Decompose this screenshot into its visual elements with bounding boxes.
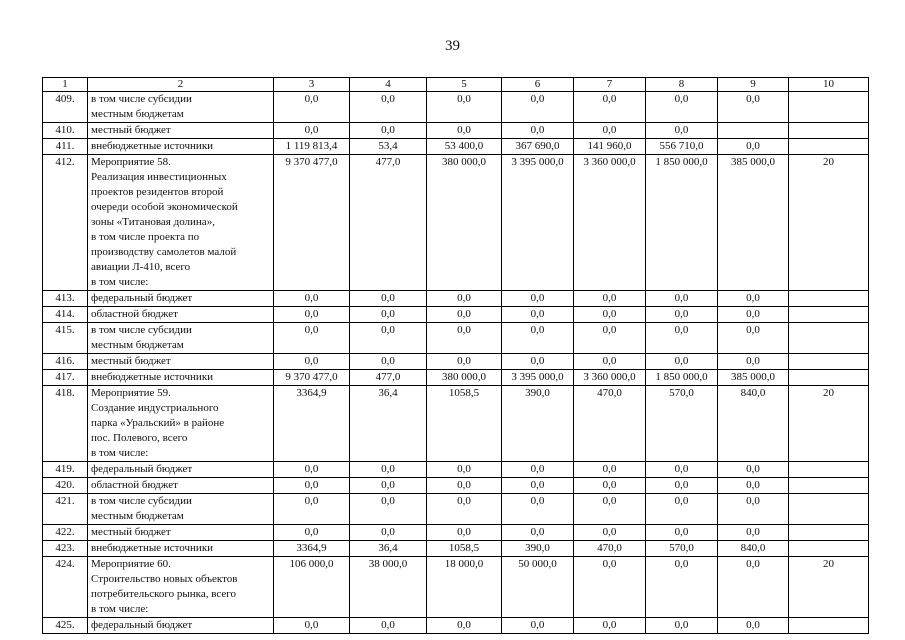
value-cell-v3: 106 000,0 bbox=[274, 557, 350, 618]
value-cell-v7: 470,0 bbox=[574, 386, 646, 462]
table-row bbox=[43, 494, 869, 525]
value-cell-v7: 0,0 bbox=[574, 92, 646, 123]
value-cell-v9 bbox=[718, 123, 789, 139]
value-cell-v8: 0,0 bbox=[646, 462, 718, 478]
row-description: в том числе субсидии местным бюджетам bbox=[88, 323, 274, 354]
value-cell-v4: 0,0 bbox=[350, 525, 427, 541]
row-description: федеральный бюджет bbox=[88, 462, 274, 478]
table-row bbox=[43, 323, 869, 354]
value-cell-v10: 20 bbox=[789, 155, 869, 291]
value-cell-v5: 18 000,0 bbox=[427, 557, 502, 618]
row-number: 412. bbox=[43, 155, 88, 291]
row-description: областной бюджет bbox=[88, 478, 274, 494]
row-description: внебюджетные источники bbox=[88, 370, 274, 386]
row-number: 418. bbox=[43, 386, 88, 462]
value-cell-v4: 38 000,0 bbox=[350, 557, 427, 618]
value-cell-v6: 50 000,0 bbox=[502, 557, 574, 618]
value-cell-v6: 3 395 000,0 bbox=[502, 370, 574, 386]
value-cell-v8: 0,0 bbox=[646, 525, 718, 541]
value-cell-v6: 0,0 bbox=[502, 354, 574, 370]
value-cell-v6: 0,0 bbox=[502, 462, 574, 478]
row-description: местный бюджет bbox=[88, 354, 274, 370]
column-header: 5 bbox=[427, 78, 502, 92]
value-cell-v9: 0,0 bbox=[718, 462, 789, 478]
value-cell-v4: 0,0 bbox=[350, 92, 427, 123]
value-cell-v5: 0,0 bbox=[427, 618, 502, 634]
value-cell-v8: 570,0 bbox=[646, 386, 718, 462]
value-cell-v4: 53,4 bbox=[350, 139, 427, 155]
value-cell-v3: 0,0 bbox=[274, 494, 350, 525]
value-cell-v10 bbox=[789, 123, 869, 139]
value-cell-v3: 9 370 477,0 bbox=[274, 370, 350, 386]
value-cell-v10 bbox=[789, 323, 869, 354]
value-cell-v7: 0,0 bbox=[574, 291, 646, 307]
value-cell-v4: 0,0 bbox=[350, 307, 427, 323]
value-cell-v7: 0,0 bbox=[574, 618, 646, 634]
value-cell-v8: 0,0 bbox=[646, 354, 718, 370]
value-cell-v8: 0,0 bbox=[646, 478, 718, 494]
value-cell-v8: 0,0 bbox=[646, 618, 718, 634]
value-cell-v5: 380 000,0 bbox=[427, 155, 502, 291]
value-cell-v7: 0,0 bbox=[574, 494, 646, 525]
value-cell-v7: 3 360 000,0 bbox=[574, 155, 646, 291]
row-description: внебюджетные источники bbox=[88, 541, 274, 557]
value-cell-v3: 1 119 813,4 bbox=[274, 139, 350, 155]
value-cell-v6: 0,0 bbox=[502, 92, 574, 123]
page-number: 39 bbox=[445, 38, 460, 54]
value-cell-v5: 0,0 bbox=[427, 478, 502, 494]
table-row bbox=[43, 123, 869, 139]
value-cell-v4: 0,0 bbox=[350, 462, 427, 478]
value-cell-v3: 0,0 bbox=[274, 307, 350, 323]
value-cell-v10 bbox=[789, 92, 869, 123]
value-cell-v9: 0,0 bbox=[718, 291, 789, 307]
value-cell-v9: 0,0 bbox=[718, 92, 789, 123]
row-number: 420. bbox=[43, 478, 88, 494]
table-row bbox=[43, 541, 869, 557]
row-description: внебюджетные источники bbox=[88, 139, 274, 155]
value-cell-v4: 0,0 bbox=[350, 291, 427, 307]
value-cell-v5: 1058,5 bbox=[427, 541, 502, 557]
column-header: 8 bbox=[646, 78, 718, 92]
row-number: 414. bbox=[43, 307, 88, 323]
table-row bbox=[43, 478, 869, 494]
value-cell-v6: 0,0 bbox=[502, 291, 574, 307]
value-cell-v10: 20 bbox=[789, 386, 869, 462]
value-cell-v9: 0,0 bbox=[718, 494, 789, 525]
row-number: 409. bbox=[43, 92, 88, 123]
row-description: местный бюджет bbox=[88, 525, 274, 541]
table-row bbox=[43, 618, 869, 634]
value-cell-v8: 556 710,0 bbox=[646, 139, 718, 155]
value-cell-v9: 840,0 bbox=[718, 541, 789, 557]
value-cell-v6: 367 690,0 bbox=[502, 139, 574, 155]
row-description: Мероприятие 58. Реализация инвестиционных проектов резидентов второй очереди особой экономической зоны «Титановая долина», в том числе проекта по производству самолетов малой авиации Л-410, всего в том числе: bbox=[88, 155, 274, 291]
value-cell-v7: 470,0 bbox=[574, 541, 646, 557]
row-number: 419. bbox=[43, 462, 88, 478]
value-cell-v3: 9 370 477,0 bbox=[274, 155, 350, 291]
value-cell-v5: 0,0 bbox=[427, 92, 502, 123]
value-cell-v8: 0,0 bbox=[646, 307, 718, 323]
table-row bbox=[43, 307, 869, 323]
value-cell-v9: 0,0 bbox=[718, 307, 789, 323]
table-row bbox=[43, 155, 869, 291]
value-cell-v4: 477,0 bbox=[350, 155, 427, 291]
value-cell-v10 bbox=[789, 370, 869, 386]
value-cell-v8: 0,0 bbox=[646, 323, 718, 354]
table-row bbox=[43, 462, 869, 478]
row-description: федеральный бюджет bbox=[88, 291, 274, 307]
value-cell-v6: 0,0 bbox=[502, 123, 574, 139]
value-cell-v7: 3 360 000,0 bbox=[574, 370, 646, 386]
value-cell-v3: 0,0 bbox=[274, 92, 350, 123]
row-number: 423. bbox=[43, 541, 88, 557]
row-description: местный бюджет bbox=[88, 123, 274, 139]
value-cell-v4: 0,0 bbox=[350, 478, 427, 494]
value-cell-v5: 0,0 bbox=[427, 323, 502, 354]
table-row bbox=[43, 525, 869, 541]
value-cell-v9: 0,0 bbox=[718, 478, 789, 494]
row-number: 421. bbox=[43, 494, 88, 525]
row-number: 425. bbox=[43, 618, 88, 634]
value-cell-v5: 0,0 bbox=[427, 462, 502, 478]
value-cell-v3: 3364,9 bbox=[274, 386, 350, 462]
value-cell-v3: 0,0 bbox=[274, 354, 350, 370]
table-row bbox=[43, 139, 869, 155]
value-cell-v4: 36,4 bbox=[350, 386, 427, 462]
row-number: 410. bbox=[43, 123, 88, 139]
value-cell-v4: 0,0 bbox=[350, 354, 427, 370]
table-row bbox=[43, 291, 869, 307]
table-row bbox=[43, 557, 869, 618]
value-cell-v3: 0,0 bbox=[274, 478, 350, 494]
column-header: 9 bbox=[718, 78, 789, 92]
value-cell-v7: 0,0 bbox=[574, 525, 646, 541]
value-cell-v5: 53 400,0 bbox=[427, 139, 502, 155]
value-cell-v7: 0,0 bbox=[574, 478, 646, 494]
value-cell-v8: 1 850 000,0 bbox=[646, 155, 718, 291]
value-cell-v5: 0,0 bbox=[427, 354, 502, 370]
value-cell-v9: 0,0 bbox=[718, 618, 789, 634]
row-number: 416. bbox=[43, 354, 88, 370]
value-cell-v10 bbox=[789, 291, 869, 307]
value-cell-v3: 0,0 bbox=[274, 291, 350, 307]
row-description: Мероприятие 59. Создание индустриального парка «Уральский» в районе пос. Полевого, всего в том числе: bbox=[88, 386, 274, 462]
value-cell-v7: 0,0 bbox=[574, 557, 646, 618]
row-description: федеральный бюджет bbox=[88, 618, 274, 634]
value-cell-v6: 0,0 bbox=[502, 307, 574, 323]
value-cell-v10: 20 bbox=[789, 557, 869, 618]
value-cell-v6: 0,0 bbox=[502, 618, 574, 634]
value-cell-v9: 385 000,0 bbox=[718, 155, 789, 291]
column-header: 2 bbox=[88, 78, 274, 92]
row-number: 415. bbox=[43, 323, 88, 354]
value-cell-v6: 3 395 000,0 bbox=[502, 155, 574, 291]
value-cell-v7: 0,0 bbox=[574, 323, 646, 354]
row-description: в том числе субсидии местным бюджетам bbox=[88, 494, 274, 525]
column-header: 3 bbox=[274, 78, 350, 92]
value-cell-v9: 0,0 bbox=[718, 525, 789, 541]
value-cell-v10 bbox=[789, 354, 869, 370]
column-header: 4 bbox=[350, 78, 427, 92]
table-row bbox=[43, 354, 869, 370]
value-cell-v5: 0,0 bbox=[427, 525, 502, 541]
value-cell-v10 bbox=[789, 462, 869, 478]
value-cell-v5: 0,0 bbox=[427, 307, 502, 323]
column-header: 7 bbox=[574, 78, 646, 92]
value-cell-v3: 0,0 bbox=[274, 525, 350, 541]
column-header: 10 bbox=[789, 78, 869, 92]
value-cell-v4: 0,0 bbox=[350, 494, 427, 525]
value-cell-v4: 0,0 bbox=[350, 323, 427, 354]
value-cell-v3: 0,0 bbox=[274, 462, 350, 478]
value-cell-v4: 0,0 bbox=[350, 123, 427, 139]
value-cell-v9: 0,0 bbox=[718, 323, 789, 354]
value-cell-v10 bbox=[789, 307, 869, 323]
value-cell-v9: 385 000,0 bbox=[718, 370, 789, 386]
value-cell-v4: 477,0 bbox=[350, 370, 427, 386]
value-cell-v9: 0,0 bbox=[718, 557, 789, 618]
value-cell-v6: 0,0 bbox=[502, 525, 574, 541]
value-cell-v7: 0,0 bbox=[574, 307, 646, 323]
value-cell-v6: 390,0 bbox=[502, 541, 574, 557]
value-cell-v6: 0,0 bbox=[502, 494, 574, 525]
column-header: 1 bbox=[43, 78, 88, 92]
value-cell-v6: 0,0 bbox=[502, 323, 574, 354]
value-cell-v9: 0,0 bbox=[718, 354, 789, 370]
value-cell-v3: 0,0 bbox=[274, 123, 350, 139]
value-cell-v10 bbox=[789, 541, 869, 557]
row-number: 424. bbox=[43, 557, 88, 618]
value-cell-v5: 0,0 bbox=[427, 123, 502, 139]
value-cell-v4: 36,4 bbox=[350, 541, 427, 557]
value-cell-v6: 390,0 bbox=[502, 386, 574, 462]
row-number: 422. bbox=[43, 525, 88, 541]
value-cell-v6: 0,0 bbox=[502, 478, 574, 494]
value-cell-v8: 1 850 000,0 bbox=[646, 370, 718, 386]
value-cell-v5: 1058,5 bbox=[427, 386, 502, 462]
table-header-row bbox=[43, 78, 869, 92]
column-header: 6 bbox=[502, 78, 574, 92]
value-cell-v10 bbox=[789, 618, 869, 634]
value-cell-v10 bbox=[789, 525, 869, 541]
table-row bbox=[43, 386, 869, 462]
row-description: Мероприятие 60. Строительство новых объектов потребительского рынка, всего в том числе: bbox=[88, 557, 274, 618]
value-cell-v7: 0,0 bbox=[574, 354, 646, 370]
value-cell-v8: 0,0 bbox=[646, 557, 718, 618]
value-cell-v7: 0,0 bbox=[574, 123, 646, 139]
value-cell-v8: 0,0 bbox=[646, 291, 718, 307]
value-cell-v4: 0,0 bbox=[350, 618, 427, 634]
value-cell-v3: 3364,9 bbox=[274, 541, 350, 557]
value-cell-v10 bbox=[789, 139, 869, 155]
table-row bbox=[43, 92, 869, 123]
row-number: 417. bbox=[43, 370, 88, 386]
value-cell-v9: 0,0 bbox=[718, 139, 789, 155]
value-cell-v5: 0,0 bbox=[427, 494, 502, 525]
row-number: 411. bbox=[43, 139, 88, 155]
value-cell-v9: 840,0 bbox=[718, 386, 789, 462]
row-description: областной бюджет bbox=[88, 307, 274, 323]
budget-table bbox=[42, 77, 869, 634]
table-row bbox=[43, 370, 869, 386]
value-cell-v10 bbox=[789, 494, 869, 525]
value-cell-v7: 0,0 bbox=[574, 462, 646, 478]
value-cell-v5: 380 000,0 bbox=[427, 370, 502, 386]
value-cell-v3: 0,0 bbox=[274, 323, 350, 354]
value-cell-v3: 0,0 bbox=[274, 618, 350, 634]
row-number: 413. bbox=[43, 291, 88, 307]
value-cell-v8: 0,0 bbox=[646, 494, 718, 525]
value-cell-v5: 0,0 bbox=[427, 291, 502, 307]
value-cell-v8: 0,0 bbox=[646, 123, 718, 139]
value-cell-v8: 570,0 bbox=[646, 541, 718, 557]
value-cell-v8: 0,0 bbox=[646, 92, 718, 123]
row-description: в том числе субсидии местным бюджетам bbox=[88, 92, 274, 123]
value-cell-v7: 141 960,0 bbox=[574, 139, 646, 155]
value-cell-v10 bbox=[789, 478, 869, 494]
